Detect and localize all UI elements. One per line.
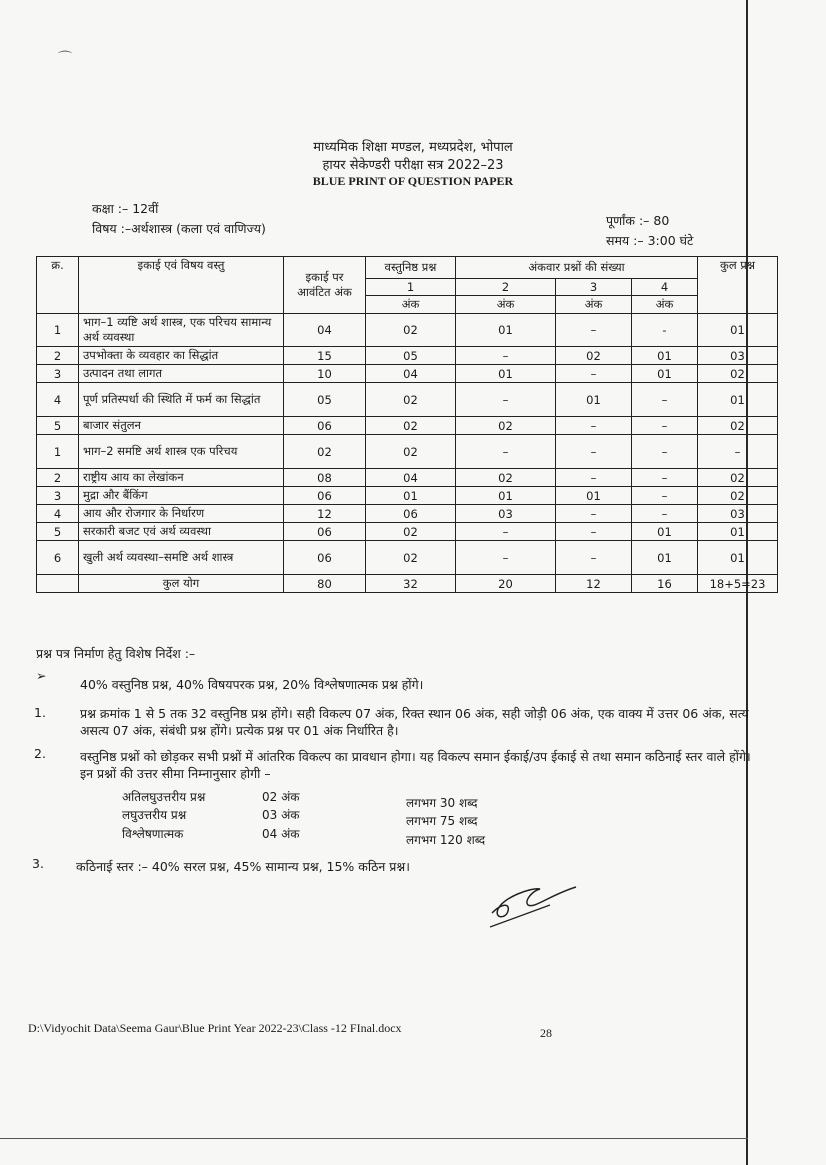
cell-total: 02 [698, 469, 778, 487]
cell-obj: 01 [366, 487, 456, 505]
header-alloc: इकाई पर आवंटित अंक [284, 257, 366, 314]
header-ank: अंक [556, 296, 632, 314]
cell-m4: – [632, 487, 698, 505]
cell-m4: – [632, 435, 698, 469]
cell-sno: 4 [37, 383, 79, 417]
totals-total: 18+5=23 [698, 575, 778, 593]
header-m3: 3 [556, 279, 632, 296]
cell-m4: - [632, 314, 698, 347]
cell-unit: मुद्रा और बैंकिंग [79, 487, 284, 505]
header-unit: इकाई एवं विषय वस्तु [79, 257, 284, 314]
table-row [37, 314, 778, 347]
cell-unit: खुली अर्थ व्यवस्था–समष्टि अर्थ शास्त्र [79, 541, 284, 575]
header-ank: अंक [632, 296, 698, 314]
bottom-rule [0, 1138, 748, 1139]
instruction-3-text: कठिनाई स्तर :– 40% सरल प्रश्न, 45% सामान्य प्रश्न, 15% कठिन प्रश्न। [76, 859, 410, 874]
cell-total: 02 [698, 417, 778, 435]
cell-obj: 02 [366, 383, 456, 417]
cell-obj: 05 [366, 347, 456, 365]
cell-total: 03 [698, 347, 778, 365]
page-number: 28 [540, 1026, 552, 1040]
exam-session: हायर सेकेण्डरी परीक्षा सत्र 2022–23 [322, 158, 504, 173]
cell-unit: राष्ट्रीय आय का लेखांकन [79, 469, 284, 487]
cell-obj: 02 [366, 541, 456, 575]
cell-total: 01 [698, 383, 778, 417]
cell-sno: 1 [37, 314, 79, 347]
cell-m3: 02 [556, 347, 632, 365]
word-limit-limit: लगभग 120 शब्द [406, 833, 486, 847]
cell-total: 01 [698, 541, 778, 575]
header-total: कुल प्रश्न [698, 257, 778, 314]
word-limit-limit: लगभग 75 शब्द [406, 814, 478, 828]
cell-unit: पूर्ण प्रतिस्पर्धा की स्थिति में फर्म का सिद्धांत [79, 383, 284, 417]
cell-alloc: 06 [284, 541, 366, 575]
totals-m2: 20 [456, 575, 556, 593]
cell-obj: 02 [366, 417, 456, 435]
cell-obj: 04 [366, 365, 456, 383]
cell-unit: उत्पादन तथा लागत [79, 365, 284, 383]
cell-m3: – [556, 417, 632, 435]
cell-sno: 3 [37, 365, 79, 383]
cell-m4: – [632, 383, 698, 417]
blueprint-table [36, 256, 778, 593]
cell-total: 01 [698, 523, 778, 541]
instruction-2-number: 2. [34, 746, 46, 761]
cell-m3: – [556, 541, 632, 575]
header-objective: वस्तुनिष्ठ प्रश्न [366, 257, 456, 279]
word-limit-marks: 02 अंक [262, 790, 300, 804]
cell-total: 03 [698, 505, 778, 523]
totals-m4: 16 [632, 575, 698, 593]
table-row [37, 347, 778, 365]
instruction-arrow-text: 40% वस्तुनिष्ठ प्रश्न, 40% विषयपरक प्रश्न, 20% विश्लेषणात्मक प्रश्न होंगे। [80, 677, 424, 692]
header-sno: क्र. [37, 257, 79, 314]
cell-total: 02 [698, 487, 778, 505]
header-m1: 1 [366, 279, 456, 296]
cell-sno: 2 [37, 347, 79, 365]
header-ank: अंक [456, 296, 556, 314]
header-m4: 4 [632, 279, 698, 296]
totals-label: कुल योग [79, 575, 284, 593]
table-row [37, 435, 778, 469]
cell-m4: – [632, 505, 698, 523]
signature-mark [480, 875, 590, 935]
header-markwise: अंकवार प्रश्नों की संख्या [456, 257, 698, 279]
cell-alloc: 06 [284, 417, 366, 435]
cell-alloc: 12 [284, 505, 366, 523]
cell-unit: आय और रोजगार के निर्धारण [79, 505, 284, 523]
totals-obj: 32 [366, 575, 456, 593]
cell-m3: – [556, 435, 632, 469]
instructions-heading: प्रश्न पत्र निर्माण हेतु विशेष निर्देश :– [36, 646, 196, 661]
cell-obj: 02 [366, 314, 456, 347]
cell-m3: 01 [556, 383, 632, 417]
cell-obj: 02 [366, 523, 456, 541]
cell-m3: 01 [556, 487, 632, 505]
cell-alloc: 15 [284, 347, 366, 365]
word-limit-limit: लगभग 30 शब्द [406, 796, 478, 810]
cell-m3: – [556, 505, 632, 523]
cell-unit: सरकारी बजट एवं अर्थ व्यवस्था [79, 523, 284, 541]
cell-unit: भाग–2 समष्टि अर्थ शास्त्र एक परिचय [79, 435, 284, 469]
cell-unit: उपभोक्ता के व्यवहार का सिद्धांत [79, 347, 284, 365]
cell-m2: 02 [456, 417, 556, 435]
cell-m4: – [632, 417, 698, 435]
cell-total: 01 [698, 314, 778, 347]
word-limit-type: लघुउत्तरीय प्रश्न [122, 808, 187, 822]
word-limit-marks: 03 अंक [262, 808, 300, 822]
cell-alloc: 04 [284, 314, 366, 347]
cell-m3: – [556, 469, 632, 487]
cell-m3: – [556, 314, 632, 347]
cell-m2: – [456, 347, 556, 365]
table-row [37, 505, 778, 523]
cell-m4: 01 [632, 523, 698, 541]
word-limit-type: विश्लेषणात्मक [122, 827, 184, 841]
instruction-1-number: 1. [34, 705, 46, 720]
max-marks: पूर्णांक :– 80 [606, 213, 670, 228]
header-ank: अंक [366, 296, 456, 314]
cell-m2: – [456, 541, 556, 575]
cell-unit: बाजार संतुलन [79, 417, 284, 435]
table-row [37, 383, 778, 417]
instruction-3-number: 3. [32, 856, 44, 871]
subject-label: विषय :–अर्थशास्त्र (कला एवं वाणिज्य) [92, 221, 266, 236]
cell-m2: 01 [456, 487, 556, 505]
cell-m2: – [456, 435, 556, 469]
table-row [37, 365, 778, 383]
cell-m2: 01 [456, 314, 556, 347]
arrow-bullet: ➢ [36, 668, 47, 683]
cell-m4: – [632, 469, 698, 487]
cell-total: 02 [698, 365, 778, 383]
document-title: BLUE PRINT OF QUESTION PAPER [312, 174, 514, 188]
board-name: माध्यमिक शिक्षा मण्डल, मध्यप्रदेश, भोपाल [313, 140, 513, 155]
cell-sno: 3 [37, 487, 79, 505]
instruction-2-text: वस्तुनिष्ठ प्रश्नों को छोड़कर सभी प्रश्नों में आंतरिक विकल्प का प्रावधान होगा। यह विकल्प समान ईकाई/उप ईकाई से तथा समान कठिनाई स्तर वाले होंगे। इन प्रश्नों की उत्तर सीमा निम्नानुसार होगी – [80, 749, 751, 781]
instruction-1-text: प्रश्न क्रमांक 1 से 5 तक 32 वस्तुनिष्ठ प्रश्न होंगे। सही विकल्प 07 अंक, रिक्त स्थान 06 अंक, सही जोड़ी 06 अंक, एक वाक्य में उत्तर 06 अंक, सत्य असत्य 07 अंक, संबंधी प्रश्न होंगे। प्रत्येक प्रश्न पर 01 अंक निर्धारित है। [80, 706, 749, 738]
word-limit-marks: 04 अंक [262, 827, 300, 841]
time-label: समय :– 3:00 घंटे [606, 233, 694, 248]
table-row [37, 523, 778, 541]
cell-m2: – [456, 383, 556, 417]
cell-alloc: 06 [284, 487, 366, 505]
totals-alloc: 80 [284, 575, 366, 593]
cell-m3: – [556, 523, 632, 541]
cell-alloc: 02 [284, 435, 366, 469]
cell-alloc: 10 [284, 365, 366, 383]
cell-m2: 01 [456, 365, 556, 383]
cell-m2: – [456, 523, 556, 541]
cell-sno: 5 [37, 523, 79, 541]
cell-obj: 02 [366, 435, 456, 469]
class-label: कक्षा :– 12वीं [92, 201, 159, 216]
cell-sno: 2 [37, 469, 79, 487]
cell-sno: 6 [37, 541, 79, 575]
cell-unit: भाग–1 व्यष्टि अर्थ शास्त्र, एक परिचय सामान्य अर्थ व्यवस्था [79, 314, 284, 347]
cell-obj: 06 [366, 505, 456, 523]
corner-mark: ⌒ [58, 51, 72, 67]
header-m2: 2 [456, 279, 556, 296]
table-row [37, 487, 778, 505]
table-row [37, 541, 778, 575]
cell-total: – [698, 435, 778, 469]
cell-m4: 01 [632, 347, 698, 365]
cell-alloc: 05 [284, 383, 366, 417]
table-row [37, 417, 778, 435]
cell-m4: 01 [632, 365, 698, 383]
cell-m3: – [556, 365, 632, 383]
totals-row [37, 575, 778, 593]
cell-sno: 5 [37, 417, 79, 435]
cell-m2: 03 [456, 505, 556, 523]
footer-file-path: D:\Vidyochit Data\Seema Gaur\Blue Print Year 2022-23\Class -12 FInal.docx [28, 1021, 402, 1035]
word-limit-type: अतिलघुउत्तरीय प्रश्न [122, 790, 206, 804]
cell-sno: 4 [37, 505, 79, 523]
cell-sno: 1 [37, 435, 79, 469]
cell-alloc: 08 [284, 469, 366, 487]
cell-m4: 01 [632, 541, 698, 575]
cell-m2: 02 [456, 469, 556, 487]
table-row [37, 469, 778, 487]
cell-obj: 04 [366, 469, 456, 487]
totals-m3: 12 [556, 575, 632, 593]
cell-alloc: 06 [284, 523, 366, 541]
